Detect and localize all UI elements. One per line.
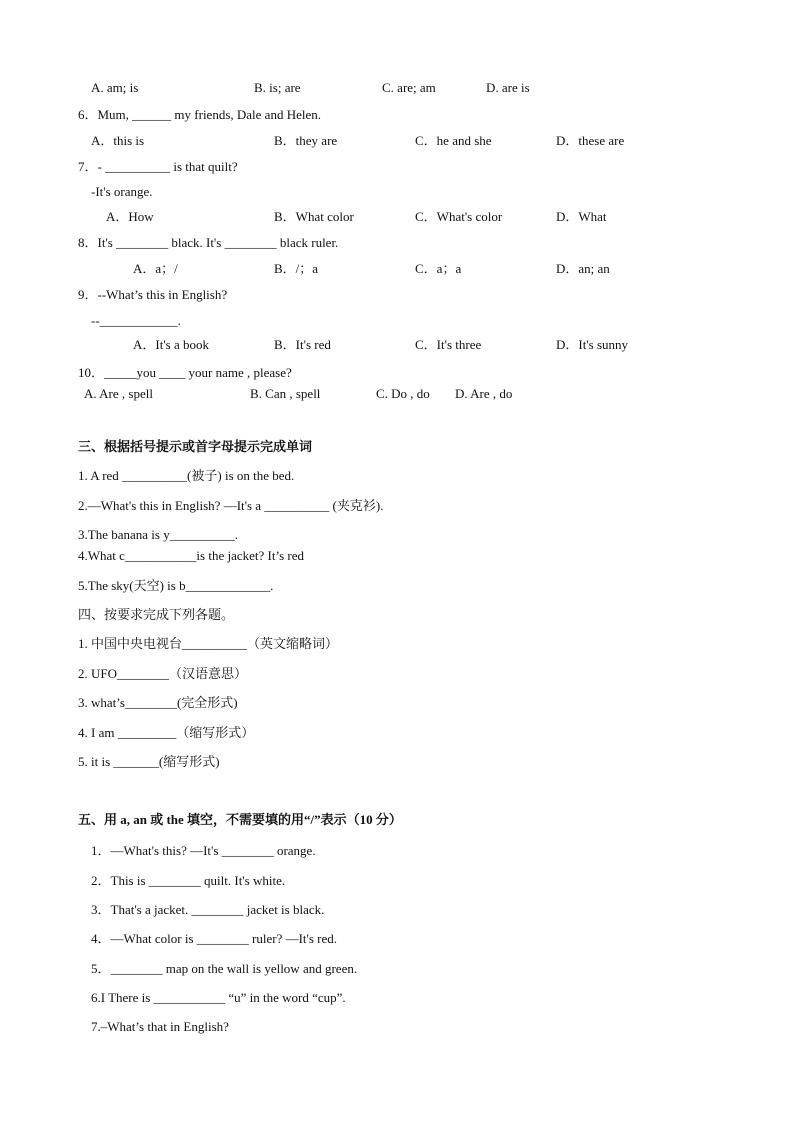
q7-option-b: B．What color (274, 209, 354, 224)
q7-option-d: D．What (556, 209, 607, 224)
q7-stem: 7．- __________ is that quilt? (78, 159, 238, 174)
section5-item-4: 4．—What color is ________ ruler? —It's red. (91, 931, 338, 946)
q8-option-d: D．an; an (556, 261, 610, 276)
section5-item-1: 1．—What's this? —It's ________ orange. (91, 843, 316, 858)
q6-option-d: D．these are (556, 133, 625, 148)
q9-option-a: A．It's a book (133, 337, 210, 352)
section3-title: 三、根据括号提示或首字母提示完成单词 (78, 439, 313, 454)
q5-option-c: C. are; am (382, 80, 436, 95)
q9-option-d: D．It's sunny (556, 337, 629, 352)
q10-option-d: D. Are , do (455, 386, 513, 401)
q8-stem: 8．It's ________ black. It's ________ black ruler. (78, 235, 339, 250)
section5-item-6: 6.I There is ___________ “u” in the word “cup”. (91, 990, 346, 1005)
section3-item-4: 4.What c___________is the jacket? It’s red (78, 548, 304, 563)
q7-option-a: A．How (106, 209, 154, 224)
q9-option-b: B．It's red (274, 337, 331, 352)
section3-item-3: 3.The banana is y__________. (78, 527, 238, 542)
section5-item-3: 3．That's a jacket. ________ jacket is black. (91, 902, 325, 917)
q10-option-a: A. Are , spell (84, 386, 153, 401)
section5-item-2: 2．This is ________ quilt. It's white. (91, 873, 286, 888)
q5-option-d: D. are is (486, 80, 530, 95)
q5-option-b: B. is; are (254, 80, 301, 95)
section5-item-7: 7.–What’s that in English? (91, 1019, 229, 1034)
q9-option-c: C．It's three (415, 337, 482, 352)
section3-item-5: 5.The sky(天空) is b_____________. (78, 578, 274, 593)
section4-item-3: 3. what’s________(完全形式) (78, 695, 238, 710)
q9-answer-line: --____________. (91, 313, 181, 328)
section4-title: 四、按要求完成下列各题。 (78, 607, 235, 622)
section3-item-1: 1. A red __________(被子) is on the bed. (78, 468, 295, 483)
section4-item-2: 2. UFO________（汉语意思） (78, 666, 248, 681)
q7-option-c: C．What's color (415, 209, 503, 224)
q10-option-c: C. Do , do (376, 386, 430, 401)
section4-item-4: 4. I am _________（缩写形式） (78, 725, 255, 740)
q8-option-c: C．a；a (415, 261, 462, 276)
section4-item-5: 5. it is _______(缩写形式) (78, 754, 220, 769)
section3-item-2: 2.—What's this in English? —It's a __________ (夹克衫). (78, 498, 384, 513)
section4-item-1: 1. 中国中央电视台__________（英文缩略词） (78, 636, 339, 651)
q7-answer-line: -It's orange. (91, 184, 153, 199)
q5-option-a: A. am; is (91, 80, 139, 95)
section5-title: 五、用 a, an 或 the 填空，不需要填的用“/”表示（10 分） (78, 812, 402, 827)
q8-option-b: B．/；a (274, 261, 319, 276)
q9-stem: 9．--What’s this in English? (78, 287, 228, 302)
q6-option-c: C．he and she (415, 133, 492, 148)
q6-option-a: A．this is (91, 133, 145, 148)
q10-option-b: B. Can , spell (250, 386, 321, 401)
q10-stem: 10．_____you ____ your name , please? (78, 365, 292, 380)
q6-stem: 6．Mum, ______ my friends, Dale and Helen. (78, 107, 321, 122)
q8-option-a: A．a；/ (133, 261, 178, 276)
section5-item-5: 5．________ map on the wall is yellow and green. (91, 961, 358, 976)
q6-option-b: B．they are (274, 133, 338, 148)
